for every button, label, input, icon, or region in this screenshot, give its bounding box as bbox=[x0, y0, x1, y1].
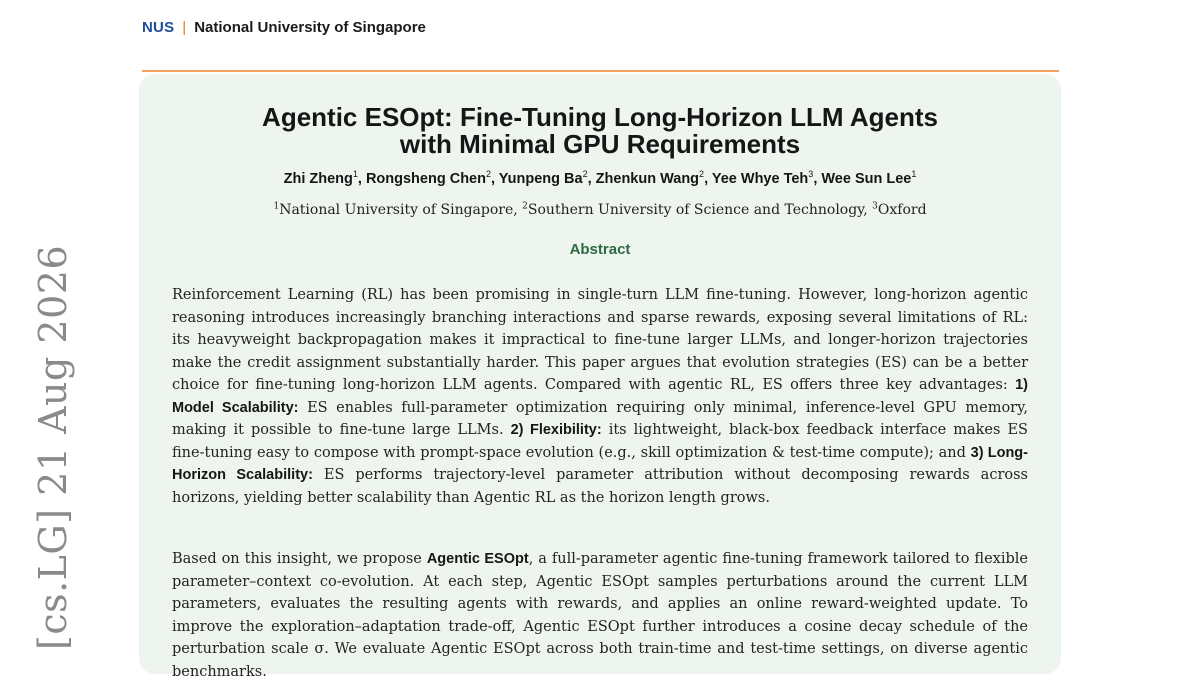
author-name: Rongsheng Chen bbox=[365, 171, 486, 187]
author-affiliation-marker: 2 bbox=[485, 169, 491, 180]
header-divider bbox=[142, 70, 1059, 72]
author-affiliation-marker: 2 bbox=[582, 169, 588, 180]
author-list: Zhi Zheng$^1$, Rongsheng Chen$^2$, Yunpeng Ba$^2$, Zhenkun Wang$^2$, Yee Whye Teh$^3$, Wee Sun Lee$^1$ bbox=[283, 169, 917, 187]
affiliation-name: Oxford bbox=[877, 202, 927, 218]
paper-title-line-1: Agentic ESOpt: Fine-Tuning Long-Horizon LLM Agents bbox=[262, 102, 938, 132]
affiliation-marker: 2 bbox=[522, 201, 528, 212]
author-name: Yunpeng Ba bbox=[498, 171, 583, 187]
abstract-p1-text-run: Reinforcement Learning (RL) has been promising in single-turn LLM fine-tuning. However, long-horizon agentic reasoning introduces increasingly branching interactions and sparse rewards, exposing several limitations of RL: its heavyweight backpropagation makes it impractical to fine-tune larger LLMs, and longer-horizon trajectories make the credit assignment substantially harder. This paper argues that evolution strategies (ES) can be a better choice for fine-tuning long-horizon LLM agents. Compared with agentic RL, ES offers three key advantages: bbox=[172, 287, 1028, 393]
page-header bbox=[142, 19, 426, 36]
abstract-p2-text-run: , a full-parameter agentic fine-tuning framework tailored to flexible parameter–context co-evolution. At each step, Agentic ESOpt samples perturbations around the current LLM parameters, evaluates the resulting agents with rewards, and applies an online reward-weighted update. To improve the exploration–adaptation trade-off, Agentic ESOpt further introduces a cosine decay schedule of the perturbation scale σ. We evaluate Agentic ESOpt across both train-time and test-time settings, on diverse agentic benchmarks. bbox=[172, 551, 1028, 680]
abstract-p1-text-run: ES performs trajectory-level parameter attribution without decomposing rewards across horizons, yielding better scalability than Agentic RL as the horizon length grows. bbox=[172, 467, 1028, 506]
author-affiliation-marker: 3 bbox=[808, 169, 814, 180]
author-name: Zhi Zheng bbox=[283, 171, 353, 187]
author-name: Wee Sun Lee bbox=[821, 171, 912, 187]
affiliation-list: $^1$National University of Singapore, $^2$Southern University of Science and Technology, $^3$Oxford bbox=[273, 201, 927, 218]
abstract-paragraph-2 bbox=[172, 548, 1028, 683]
paper-first-page-panel bbox=[139, 74, 1061, 680]
affiliation-marker: 1 bbox=[273, 201, 280, 212]
org-short-name: NUS bbox=[142, 19, 175, 36]
abstract-p2-text-run: Based on this insight, we propose bbox=[172, 551, 427, 567]
author-name: Zhenkun Wang bbox=[595, 171, 700, 187]
abstract-p1-bold-run: 2) Flexibility: bbox=[510, 422, 602, 438]
abstract-p2-bold-run: Agentic ESOpt bbox=[426, 551, 529, 567]
arxiv-side-stamp: [cs.LG] 21 Aug 2026 bbox=[31, 244, 75, 650]
abstract-p1-bold-run: 3) Long-Horizon Scalability: bbox=[172, 444, 1028, 483]
author-affiliation-marker: 1 bbox=[911, 169, 917, 180]
affiliation-name: Southern University of Science and Technology bbox=[527, 202, 864, 218]
header-separator: | bbox=[182, 19, 187, 36]
author-name: Yee Whye Teh bbox=[711, 171, 809, 187]
author-affiliation-marker: 1 bbox=[352, 169, 358, 180]
abstract-p1-text-run: ES enables full-parameter optimization requiring only minimal, inference-level GPU memory, making it possible to fine-tune large LLMs. bbox=[172, 399, 1028, 438]
org-full-name: National University of Singapore bbox=[194, 19, 426, 36]
paper-title bbox=[139, 104, 1061, 158]
abstract-p1-bold-run: 1) Model Scalability: bbox=[172, 377, 1028, 416]
affiliation-name: National University of Singapore bbox=[279, 202, 514, 218]
abstract-paragraph-1 bbox=[172, 284, 1028, 509]
abstract-heading: Abstract bbox=[569, 241, 631, 258]
paper-title-line-2: with Minimal GPU Requirements bbox=[399, 129, 801, 159]
abstract-p1-text-run: its lightweight, black-box feedback interface makes ES fine-tuning easy to compose with prompt-space evolution (e.g., skill optimization & test-time compute); and bbox=[172, 422, 1028, 461]
author-affiliation-marker: 2 bbox=[699, 169, 705, 180]
affiliation-marker: 3 bbox=[872, 201, 878, 212]
